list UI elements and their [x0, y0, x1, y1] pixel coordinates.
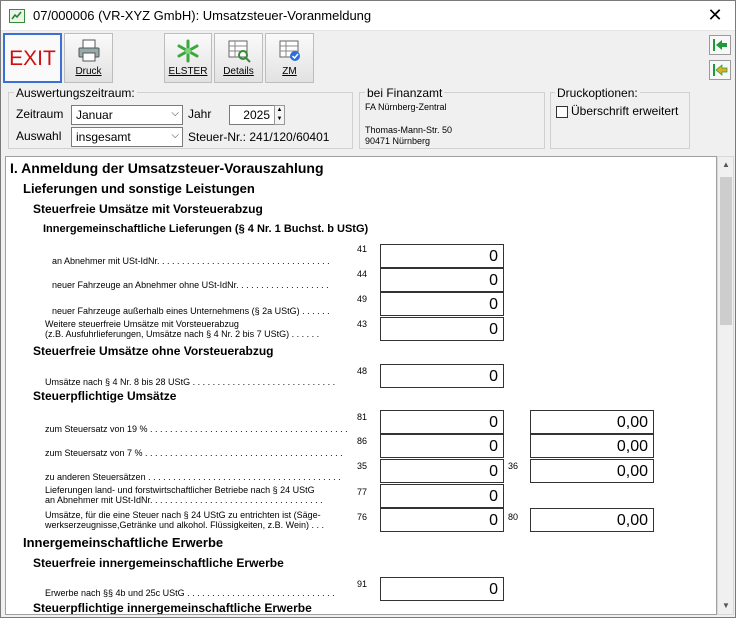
steuernr-text: Steuer-Nr.: 241/120/60401: [188, 130, 330, 144]
zm-button[interactable]: [265, 33, 314, 83]
row-label-49: neuer Fahrzeuge außerhalb eines Unternehmens (§ 2a UStG) . . . . . .: [52, 306, 330, 316]
spin-down-icon[interactable]: ▼: [276, 116, 283, 122]
zm-label: ZM: [282, 66, 297, 77]
row-label-86: zum Steuersatz von 7 % . . . . . . . . . . . . . . . . . . . . . . . . . . . . . . . . . . . . . . . .: [45, 448, 343, 458]
row-label-35: zu anderen Steuersätzen . . . . . . . . . . . . . . . . . . . . . . . . . . . . . . . . . . . . . . .: [45, 472, 341, 482]
jahr-label: Jahr: [188, 107, 212, 121]
row-label-44: neuer Fahrzeuge an Abnehmer ohne USt-IdNr. . . . . . . . . . . . . . . . . . .: [52, 280, 329, 290]
input-kz-48[interactable]: 0: [380, 364, 504, 388]
zeitraum-value: Januar: [76, 108, 113, 122]
details-label: Details: [223, 66, 254, 77]
arrow-left-icon: [712, 63, 728, 77]
finanzamt-city: 90471 Nürnberg: [365, 136, 431, 146]
exit-button[interactable]: [3, 33, 62, 83]
kz-44: 44: [357, 269, 368, 279]
ueberschrift-checkbox[interactable]: [556, 106, 568, 118]
kz-35: 35: [357, 461, 368, 471]
zm-icon: [277, 38, 303, 64]
finanzamt-street: Thomas-Mann-Str. 50: [365, 125, 453, 135]
kz-43: 43: [357, 319, 368, 329]
chevron-down-icon: ⌵: [171, 108, 179, 119]
subheading-lieferungen: Lieferungen und sonstige Leistungen: [23, 181, 255, 196]
input-kz-35[interactable]: 0: [380, 459, 504, 483]
ueberschrift-label: Überschrift erweitert: [571, 104, 679, 118]
chevron-down-icon: ⌵: [171, 130, 179, 141]
druckoptionen-label: Druckoptionen:: [557, 86, 638, 100]
kz-91: 91: [357, 579, 368, 589]
scroll-down-icon[interactable]: ▼: [722, 601, 730, 610]
scrollbar-thumb[interactable]: [720, 177, 732, 325]
printer-icon: [76, 38, 102, 64]
form-content: [5, 156, 717, 615]
input-kz-43[interactable]: 0: [380, 317, 504, 341]
row-label-48: Umsätze nach § 4 Nr. 8 bis 28 UStG . . . . . . . . . . . . . . . . . . . . . . . . . . . . .: [45, 377, 336, 387]
row-label-43: Weitere steuerfreie Umsätze mit Vorsteuerabzug (z.B. Ausfuhrlieferungen, Umsätze nach § 4 Nr. 2 bis 7 UStG) . . . . . .: [45, 319, 320, 339]
spin-up-icon[interactable]: ▲: [276, 107, 283, 113]
title-bar: [1, 1, 735, 31]
input-kz-49[interactable]: 0: [380, 292, 504, 316]
auswahl-value: insgesamt: [76, 130, 131, 144]
nav-first-button[interactable]: [709, 35, 731, 55]
input-kz-91[interactable]: 0: [380, 577, 504, 601]
druckoptionen-group: [550, 92, 690, 149]
auswertung-label: Auswertungszeitraum:: [16, 86, 135, 100]
auswahl-label: Auswahl: [16, 129, 62, 143]
finanzamt-name: FA Nürnberg-Zentral: [365, 102, 447, 112]
subheading-ig-erwerbe: Innergemeinschaftliche Erwerbe: [23, 535, 224, 550]
row-label-41: an Abnehmer mit USt-IdNr. . . . . . . . . . . . . . . . . . . . . . . . . . . . . . . . . . .: [52, 256, 330, 266]
input-kz-76[interactable]: 0: [380, 508, 504, 532]
input-kz-81[interactable]: 0: [380, 410, 504, 434]
toolbar: [1, 32, 735, 84]
vertical-scrollbar[interactable]: [717, 156, 734, 615]
input-kz-41[interactable]: 0: [380, 244, 504, 268]
window-title: 07/000006 (VR-XYZ GmbH): Umsatzsteuer-Voranmeldung: [33, 8, 372, 23]
subheading-steuerfrei-ohne: Steuerfreie Umsätze ohne Vorsteuerabzug: [33, 344, 274, 358]
arrow-left-bar-icon: [712, 38, 728, 52]
kz-81: 81: [357, 412, 368, 422]
kz-86: 86: [357, 436, 368, 446]
close-icon[interactable]: ✕: [707, 5, 723, 26]
druck-button[interactable]: [64, 33, 113, 83]
app-icon: [9, 9, 25, 23]
zeitraum-select[interactable]: [71, 105, 183, 125]
finanzamt-label: bei Finanzamt: [367, 86, 443, 100]
input-kz-86[interactable]: 0: [380, 434, 504, 458]
section-heading: I. Anmeldung der Umsatzsteuer-Vorauszahlung: [10, 160, 324, 176]
row-label-91: Erwerbe nach §§ 4b und 25c UStG . . . . . . . . . . . . . . . . . . . . . . . . . . . . . .: [45, 588, 335, 598]
tax-kz-86: 0,00: [530, 434, 654, 458]
jahr-spinner[interactable]: [274, 105, 285, 125]
tax-kz-81: 0,00: [530, 410, 654, 434]
subheading-steuerfrei-mit: Steuerfreie Umsätze mit Vorsteuerabzug: [33, 202, 263, 216]
elster-label: ELSTER: [168, 66, 208, 77]
kz-49: 49: [357, 294, 368, 304]
kz-48: 48: [357, 366, 368, 376]
subheading-steuerpflichtig: Steuerpflichtige Umsätze: [33, 389, 177, 403]
row-label-81: zum Steuersatz von 19 % . . . . . . . . . . . . . . . . . . . . . . . . . . . . . . . . . . . . . . . .: [45, 424, 348, 434]
druck-label: Druck: [75, 66, 102, 77]
input-kz-36[interactable]: 0,00: [530, 459, 654, 483]
exit-label: EXIT: [9, 47, 56, 70]
details-button[interactable]: [214, 33, 263, 83]
elster-icon: [175, 38, 201, 64]
kz-41: 41: [357, 244, 368, 254]
kz-76: 76: [357, 512, 368, 522]
auswahl-select[interactable]: [71, 127, 183, 147]
kz-36: 36: [508, 461, 519, 471]
jahr-input[interactable]: 2025: [229, 105, 275, 125]
scroll-up-icon[interactable]: ▲: [722, 160, 730, 169]
input-kz-77[interactable]: 0: [380, 484, 504, 508]
subheading-ig-lieferungen: Innergemeinschaftliche Lieferungen (§ 4 Nr. 1 Buchst. b UStG): [43, 223, 369, 235]
subheading-steuerpflichtig-ig: Steuerpflichtige innergemeinschaftliche Erwerbe: [33, 601, 312, 615]
elster-button[interactable]: [164, 33, 212, 83]
zeitraum-label: Zeitraum: [16, 107, 64, 121]
subheading-steuerfrei-ig: Steuerfreie innergemeinschaftliche Erwerbe: [33, 556, 284, 570]
input-kz-80[interactable]: 0,00: [530, 508, 654, 532]
row-label-76: Umsätze, für die eine Steuer nach § 24 UStG zu entrichten ist (Säge- werkserzeugnisse,Getränke und alkohol. Flüssigkeiten, z.B. Wein) . . .: [45, 510, 324, 530]
kz-77: 77: [357, 487, 368, 497]
input-kz-44[interactable]: 0: [380, 268, 504, 292]
nav-prev-button[interactable]: [709, 60, 731, 80]
kz-80: 80: [508, 512, 519, 522]
row-label-77: Lieferungen land- und forstwirtschaftlicher Betriebe nach § 24 UStG an Abnehmer mit USt-IdNr. . . . . . . . . . . . . . . . . . . . . . . . . . . . . . . . . . .: [45, 485, 323, 505]
details-icon: [226, 38, 252, 64]
